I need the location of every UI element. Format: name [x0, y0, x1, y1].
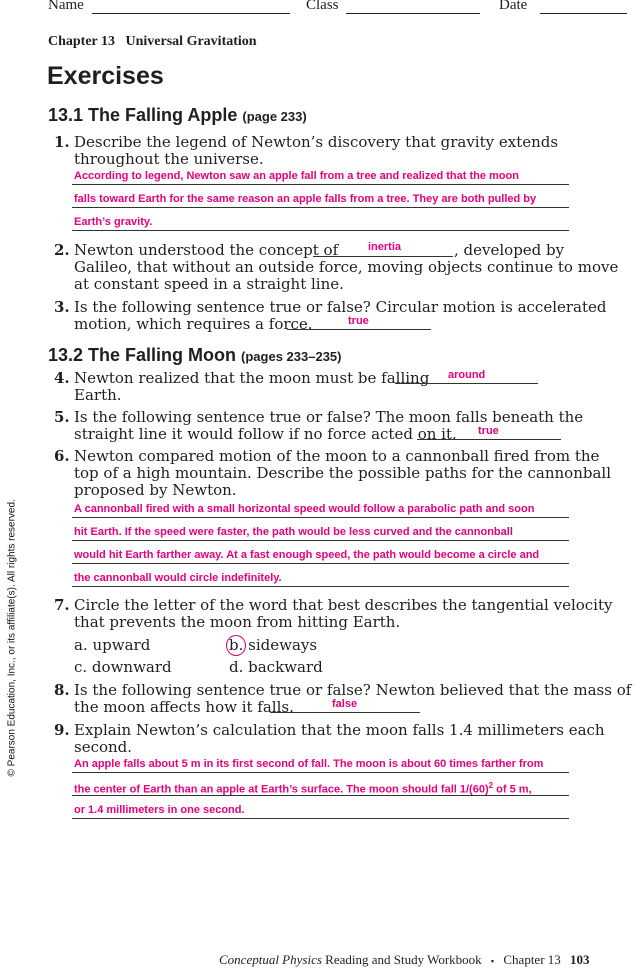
question-number: 3.: [54, 298, 70, 316]
section-heading: [48, 105, 307, 126]
answer-text: [74, 781, 532, 796]
answer-text: true: [478, 425, 499, 437]
question-number: 5.: [54, 408, 70, 426]
option-letter: b.: [229, 636, 244, 654]
footer-bullet: ▪: [490, 956, 495, 966]
option-a[interactable]: a. upward: [74, 636, 151, 654]
question-number: 4.: [54, 369, 70, 387]
question-text: motion, which requires a force.: [74, 315, 313, 333]
question-text: top of a high mountain. Describe the possible paths for the cannonball: [74, 464, 611, 482]
answer-part: the center of Earth than an apple at Earth’s surface. The moon should fall 1/(60): [74, 783, 489, 796]
section-heading: [48, 345, 341, 366]
page-title: Exercises: [47, 62, 164, 90]
blank-line[interactable]: [313, 256, 453, 257]
copyright-notice: © Pearson Education, Inc., or its affiliate(s). All rights reserved.: [6, 499, 18, 777]
answer-line: [72, 540, 569, 541]
question-text: Circle the letter of the word that best describes the tangential velocity: [74, 596, 613, 614]
answer-text: or 1.4 millimeters in one second.: [74, 804, 245, 816]
question-text: Newton understood the concept of: [74, 241, 339, 259]
answer-part: of 5 m,: [493, 783, 532, 796]
question-text: straight line it would follow if no force acted on it.: [74, 425, 457, 443]
option-c[interactable]: c. downward: [74, 658, 172, 676]
page-number: 103: [570, 952, 590, 967]
question-text: Is the following sentence true or false? The moon falls beneath the: [74, 408, 584, 426]
question-text: Galileo, that without an outside force, moving objects continue to move: [74, 258, 619, 276]
blank-line[interactable]: [395, 383, 538, 384]
question-text: proposed by Newton.: [74, 481, 237, 499]
answer-line: [72, 586, 569, 587]
question-number: 6.: [54, 447, 70, 465]
answer-text: around: [448, 369, 486, 381]
answer-text: hit Earth. If the speed were faster, the path would be less curved and the cannonball: [74, 526, 513, 538]
answer-text: true: [348, 315, 369, 327]
answer-line: [72, 795, 569, 796]
question-text: Is the following sentence true or false? Newton believed that the mass of: [74, 681, 632, 699]
superscript: 2: [488, 781, 494, 790]
answer-text: false: [332, 698, 358, 710]
book-title: Conceptual Physics: [219, 952, 322, 967]
section-title: 13.2 The Falling Moon: [48, 345, 237, 365]
chapter-heading: Chapter 13 Universal Gravitation: [48, 34, 257, 49]
option-word: sideways: [248, 636, 318, 654]
name-label: Name: [48, 0, 84, 13]
question-text: Explain Newton’s calculation that the moon falls 1.4 millimeters each: [74, 721, 605, 739]
question-text: at constant speed in a straight line.: [74, 275, 344, 293]
answer-line: [72, 772, 569, 773]
answer-circle: [226, 635, 246, 656]
section-pages: (page 233): [242, 109, 307, 124]
answer-text: falls toward Earth for the same reason an apple falls from a tree. They are both pulled by: [74, 193, 537, 205]
answer-line: [72, 563, 569, 564]
question-number: 8.: [54, 681, 70, 699]
question-text: second.: [74, 738, 133, 756]
section-pages: (pages 233–235): [241, 349, 342, 364]
question-text: Is the following sentence true or false? Circular motion is accelerated: [74, 298, 607, 316]
question-text: Earth.: [74, 386, 122, 404]
answer-line: [72, 184, 569, 185]
answer-text: Earth’s gravity.: [74, 216, 153, 228]
question-text: that prevents the moon from hitting Earth.: [74, 613, 401, 631]
book-subtitle: Reading and Study Workbook: [321, 952, 482, 967]
blank-line[interactable]: [417, 439, 561, 440]
blank-line[interactable]: [287, 329, 431, 330]
answer-text: the cannonball would circle indefinitely.: [74, 572, 282, 584]
question-text: throughout the universe.: [74, 150, 264, 168]
class-label: Class: [306, 0, 339, 13]
question-number: 7.: [54, 596, 70, 614]
blank-line[interactable]: [270, 712, 420, 713]
date-label: Date: [499, 0, 528, 13]
answer-text: inertia: [368, 241, 402, 253]
question-number: 2.: [54, 241, 70, 259]
answer-line: [72, 517, 569, 518]
answer-line: [72, 207, 569, 208]
question-text: Newton realized that the moon must be falling: [74, 369, 430, 387]
question-text: the moon affects how it falls.: [74, 698, 294, 716]
answer-text: A cannonball fired with a small horizontal speed would follow a parabolic path and soon: [74, 503, 535, 515]
answer-line: [72, 230, 569, 231]
answer-text: According to legend, Newton saw an apple fall from a tree and realized that the moon: [74, 170, 519, 182]
question-number: 1.: [54, 133, 70, 151]
question-number: 9.: [54, 721, 70, 739]
page-footer: [219, 952, 590, 968]
answer-line: [72, 818, 569, 819]
section-title: 13.1 The Falling Apple: [48, 105, 238, 125]
footer-chapter: Chapter 13: [503, 952, 561, 967]
question-text: Describe the legend of Newton’s discovery that gravity extends: [74, 133, 559, 151]
date-field-line[interactable]: [540, 13, 627, 14]
class-field-line[interactable]: [346, 13, 480, 14]
answer-text: An apple falls about 5 m in its first second of fall. The moon is about 60 times farther from: [74, 758, 544, 770]
question-text: Newton compared motion of the moon to a cannonball fired from the: [74, 447, 600, 465]
question-text: , developed by: [454, 241, 565, 259]
answer-text: would hit Earth farther away. At a fast enough speed, the path would become a circle and: [74, 549, 540, 561]
option-d[interactable]: d. backward: [229, 658, 323, 676]
name-field-line[interactable]: [92, 13, 290, 14]
